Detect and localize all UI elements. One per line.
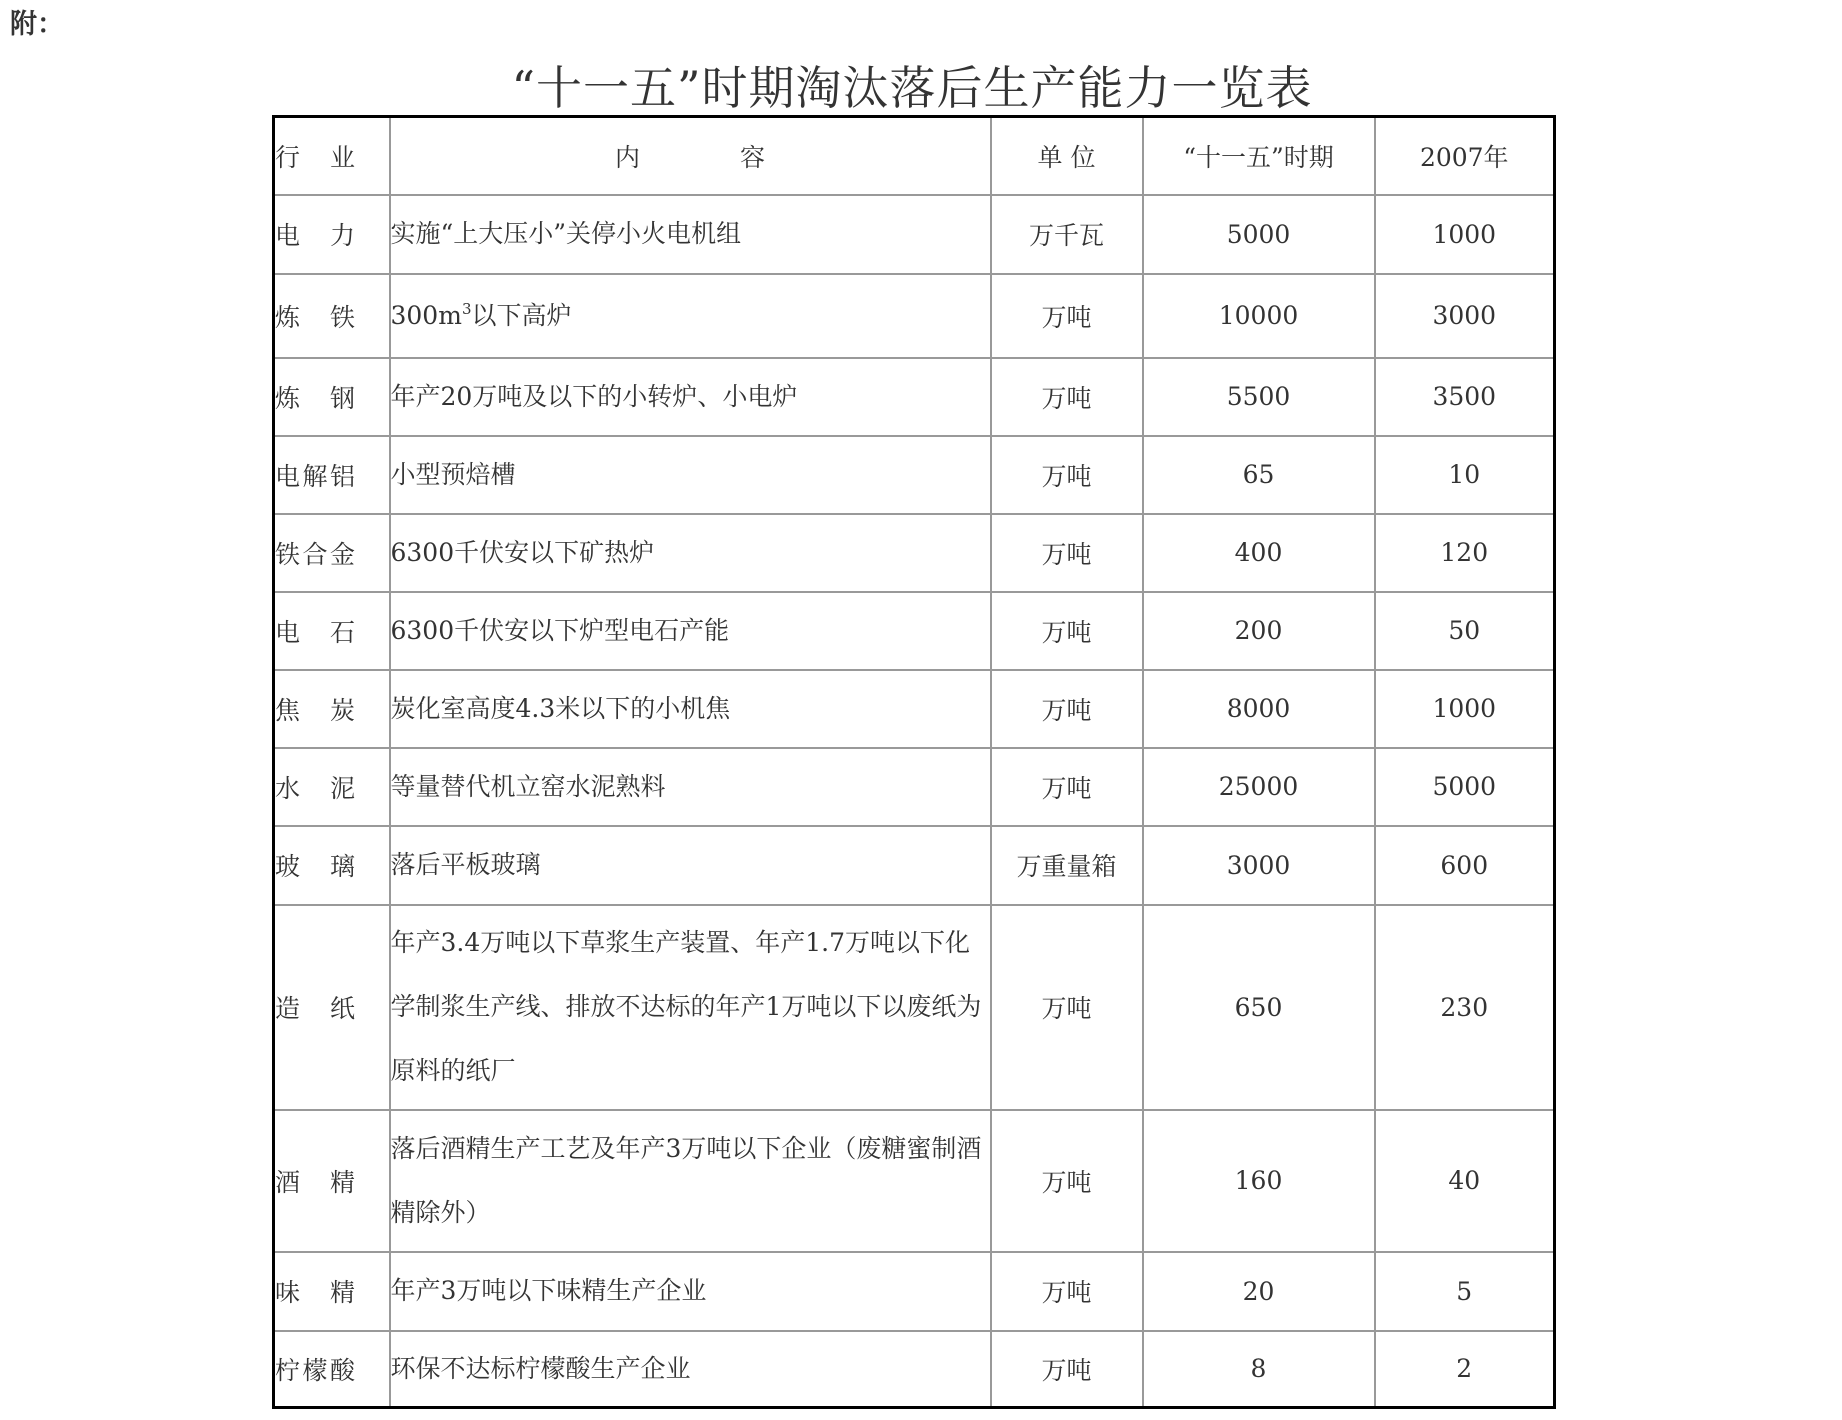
year-value-cell: 3000: [1375, 274, 1555, 358]
period-value-cell: 200: [1143, 592, 1375, 670]
content-cell: 等量替代机立窑水泥熟料: [390, 748, 991, 826]
industry-cell: 铁合金: [274, 514, 390, 592]
content-cell: 年产3万吨以下味精生产企业: [390, 1252, 991, 1331]
industry-cell: 造 纸: [274, 905, 390, 1110]
period-value-cell: 5000: [1143, 195, 1375, 274]
unit-cell: 万吨: [991, 1252, 1143, 1331]
appendix-label: 附：: [10, 9, 64, 40]
industry-cell: 水 泥: [274, 748, 390, 826]
unit-cell: 万吨: [991, 514, 1143, 592]
unit-cell: 万吨: [991, 1331, 1143, 1408]
year-value-cell: 230: [1375, 905, 1555, 1110]
unit-cell: 万吨: [991, 436, 1143, 514]
header-year: 2007年: [1375, 117, 1555, 195]
header-row: [274, 117, 1555, 195]
content-cell: $300m^3$以下高炉: [390, 274, 991, 358]
year-value-cell: 120: [1375, 514, 1555, 592]
table-row: [274, 1110, 1555, 1252]
period-value-cell: 160: [1143, 1110, 1375, 1252]
table-row: [274, 358, 1555, 436]
content-cell: 6300千伏安以下炉型电石产能: [390, 592, 991, 670]
period-value-cell: 65: [1143, 436, 1375, 514]
superscript: 3: [461, 299, 472, 318]
year-value-cell: 50: [1375, 592, 1555, 670]
table-row: [274, 1331, 1555, 1408]
content-cell: 炭化室高度4.3米以下的小机焦: [390, 670, 991, 748]
year-value-cell: 5000: [1375, 748, 1555, 826]
table-row: [274, 905, 1555, 1110]
unit-cell: 万重量箱: [991, 826, 1143, 905]
table-row: [274, 670, 1555, 748]
period-value-cell: 10000: [1143, 274, 1375, 358]
content-cell: 实施“上大压小”关停小火电机组: [390, 195, 991, 274]
period-value-cell: 650: [1143, 905, 1375, 1110]
period-value-cell: 25000: [1143, 748, 1375, 826]
year-value-cell: 3500: [1375, 358, 1555, 436]
content-cell: 年产20万吨及以下的小转炉、小电炉: [390, 358, 991, 436]
industry-cell: 柠檬酸: [274, 1331, 390, 1408]
year-value-cell: 10: [1375, 436, 1555, 514]
table-row: [274, 1252, 1555, 1331]
industry-cell: 玻 璃: [274, 826, 390, 905]
period-value-cell: 8000: [1143, 670, 1375, 748]
period-value-cell: 20: [1143, 1252, 1375, 1331]
unit-cell: 万吨: [991, 274, 1143, 358]
header-content: 内 容: [390, 117, 991, 195]
year-value-cell: 1000: [1375, 195, 1555, 274]
industry-cell: 电 力: [274, 195, 390, 274]
industry-cell: 焦 炭: [274, 670, 390, 748]
year-value-cell: 40: [1375, 1110, 1555, 1252]
content-cell: 环保不达标柠檬酸生产企业: [390, 1331, 991, 1408]
unit-cell: 万吨: [991, 670, 1143, 748]
table-row: [274, 436, 1555, 514]
year-value-cell: 1000: [1375, 670, 1555, 748]
title-text: “十一五”时期淘汰落后生产能力一览表: [511, 61, 1313, 115]
industry-cell: 电 石: [274, 592, 390, 670]
period-value-cell: 5500: [1143, 358, 1375, 436]
unit-cell: 万千瓦: [991, 195, 1143, 274]
header-unit: 单 位: [991, 117, 1143, 195]
period-value-cell: 3000: [1143, 826, 1375, 905]
unit-cell: 万吨: [991, 905, 1143, 1110]
unit-cell: 万吨: [991, 358, 1143, 436]
unit-cell: 万吨: [991, 1110, 1143, 1252]
table-row: [274, 592, 1555, 670]
table-row: [274, 274, 1555, 358]
content-cell: 落后酒精生产工艺及年产3万吨以下企业（废糖蜜制酒精除外）: [390, 1110, 991, 1252]
period-value-cell: 8: [1143, 1331, 1375, 1408]
industry-cell: 味 精: [274, 1252, 390, 1331]
year-value-cell: 2: [1375, 1331, 1555, 1408]
table-row: [274, 195, 1555, 274]
content-cell: 小型预焙槽: [390, 436, 991, 514]
year-value-cell: 600: [1375, 826, 1555, 905]
content-cell: 6300千伏安以下矿热炉: [390, 514, 991, 592]
header-industry: 行 业: [274, 117, 390, 195]
industry-cell: 酒 精: [274, 1110, 390, 1252]
year-value-cell: 5: [1375, 1252, 1555, 1331]
capacity-elimination-table: [272, 115, 1556, 1409]
unit-cell: 万吨: [991, 748, 1143, 826]
table-row: [274, 514, 1555, 592]
period-value-cell: 400: [1143, 514, 1375, 592]
industry-cell: 电解铝: [274, 436, 390, 514]
document-title: [0, 52, 1842, 118]
table-row: [274, 748, 1555, 826]
table-row: [274, 826, 1555, 905]
industry-cell: 炼 铁: [274, 274, 390, 358]
content-cell: 落后平板玻璃: [390, 826, 991, 905]
header-period: “十一五”时期: [1143, 117, 1375, 195]
content-cell: 年产3.4万吨以下草浆生产装置、年产1.7万吨以下化学制浆生产线、排放不达标的年产1万吨以下以废纸为原料的纸厂: [390, 905, 991, 1110]
unit-cell: 万吨: [991, 592, 1143, 670]
industry-cell: 炼 钢: [274, 358, 390, 436]
